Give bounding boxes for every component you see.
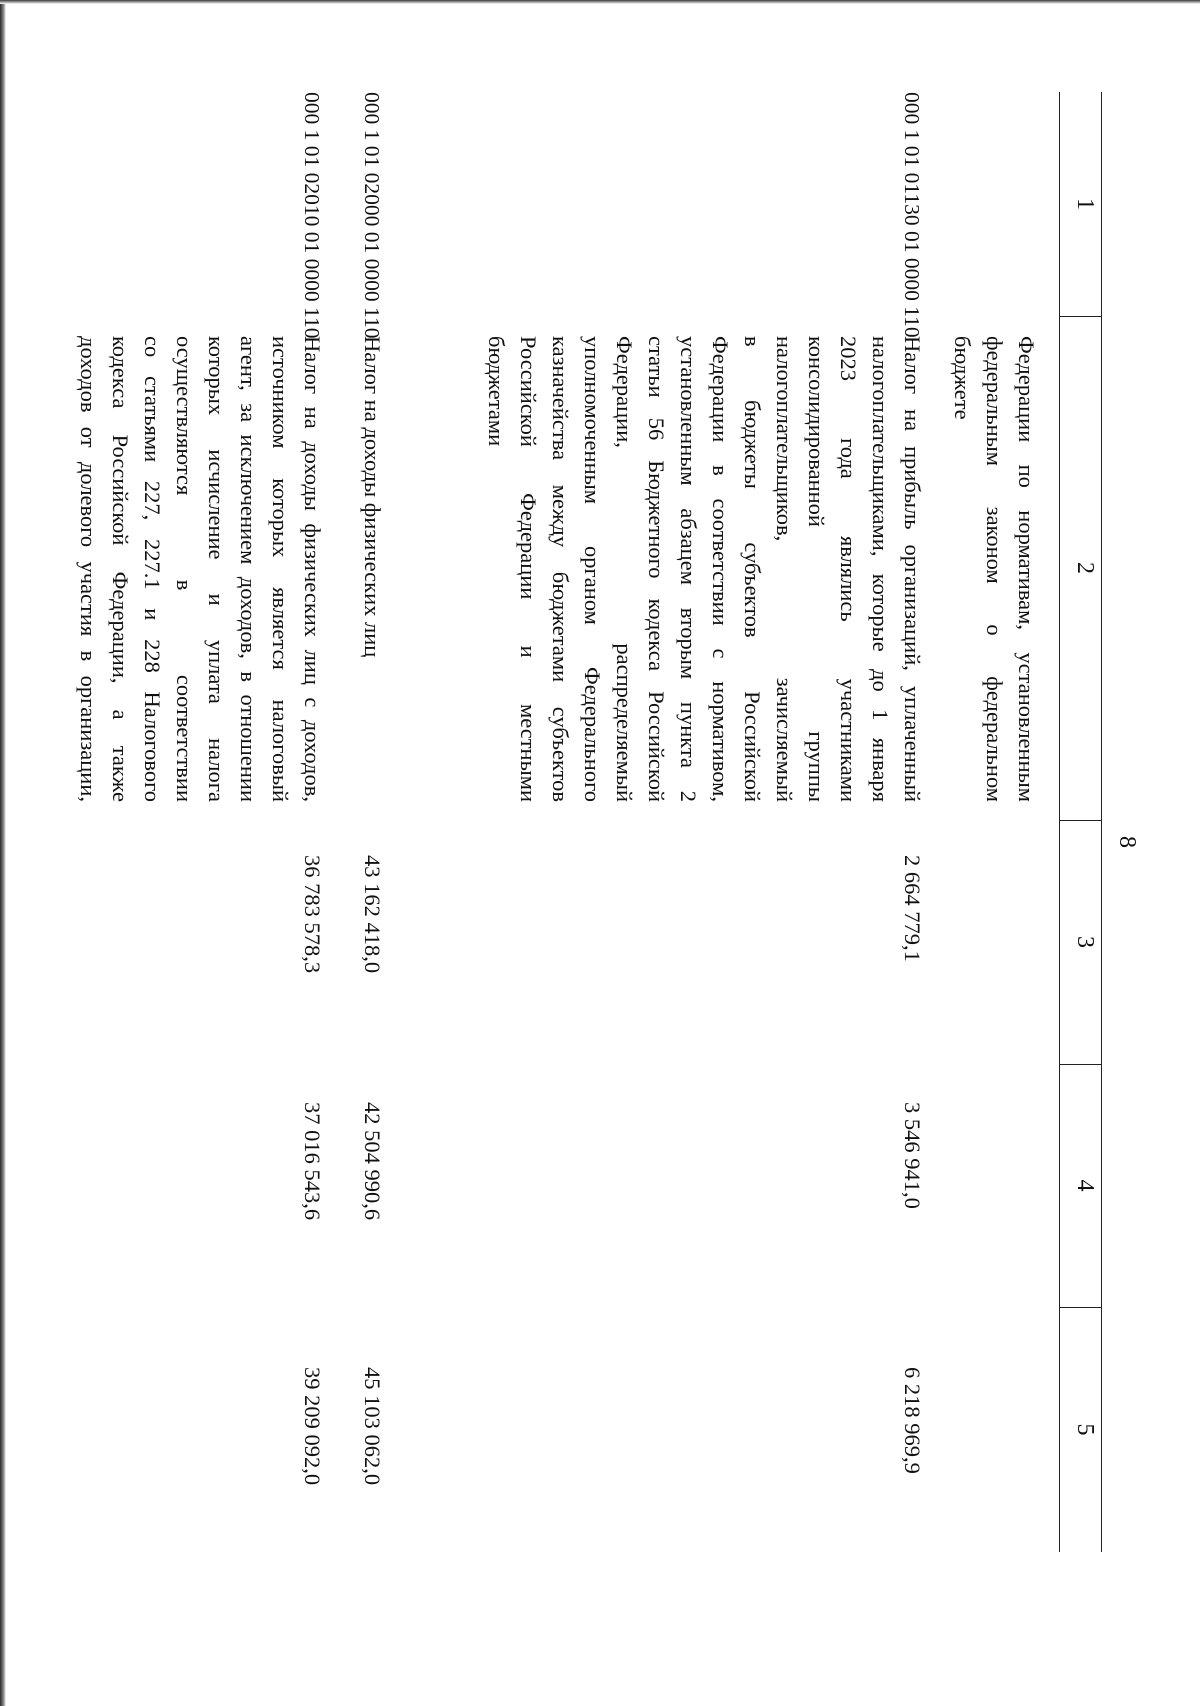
description-line: налогоплательщиками, которые до 1 января: [868, 336, 893, 802]
value-col5: 39 209 092,0: [300, 1367, 325, 1486]
description-line: консолидированной группы: [804, 336, 829, 802]
column-header-1: 1: [1072, 198, 1098, 210]
row-description: [946, 336, 1042, 802]
budget-code: 000 1 01 02000 01 0000 110: [360, 92, 384, 339]
value-col3: 36 783 578,3: [300, 855, 325, 974]
rotated-document-page: [76, 92, 1160, 1592]
row-description: [356, 336, 388, 802]
row-description: [480, 336, 928, 802]
description-line: уполномоченным органом Федерального: [580, 336, 605, 802]
budget-table: [76, 92, 1160, 1592]
description-line: Налог на доходы физических лиц с доходов,: [300, 336, 325, 802]
description-line: статьи 56 Бюджетного кодекса Российской: [644, 336, 669, 802]
description-line: 2023 года являлись участниками: [836, 336, 861, 802]
description-line: федеральным законом о федеральном: [982, 336, 1007, 802]
description-line: Российской Федерации и местными: [516, 336, 541, 802]
description-line: казначейства между бюджетами субъектов: [548, 336, 573, 802]
page-number: 8: [1114, 836, 1140, 848]
budget-code: 000 1 01 02010 01 0000 110: [300, 92, 324, 339]
value-col5: 45 103 062,0: [360, 1367, 385, 1486]
value-col4: 37 016 543,6: [300, 1102, 325, 1221]
description-line: агент, за исключением доходов, в отношении: [236, 336, 261, 802]
description-line: бюджете: [950, 336, 975, 420]
value-col3: 2 664 779,1: [900, 855, 925, 962]
description-line: бюджетами: [484, 336, 509, 447]
table-header-bottom-rule: [1059, 92, 1060, 1552]
description-line: источником которых является налоговый: [268, 336, 293, 802]
table-top-rule: [1101, 92, 1102, 1552]
column-header-5: 5: [1072, 1423, 1098, 1436]
budget-code: 000 1 01 01130 01 0000 110: [900, 92, 924, 338]
description-line: Федерации в соответствии с нормативом,: [708, 336, 733, 802]
description-line: кодекса Российской Федерации, а также: [108, 336, 133, 802]
row-description: [72, 336, 328, 802]
description-line: Налог на доходы физических лиц: [360, 336, 385, 658]
value-col4: 42 504 990,6: [360, 1102, 385, 1221]
scan-edge-left: [0, 0, 6, 1706]
description-line: осуществляются в соответствии: [172, 336, 197, 802]
description-line: Федерации по нормативам, установленным: [1014, 336, 1039, 802]
description-line: Налог на прибыль организаций, уплаченный: [900, 336, 925, 802]
value-col5: 6 218 969,9: [900, 1367, 925, 1474]
description-line: налогоплательщиков, зачисляемый: [772, 336, 797, 802]
value-col3: 43 162 418,0: [360, 855, 385, 974]
description-line: доходов от долевого участия в организации,: [76, 336, 101, 802]
description-line: Федерации, распределяемый: [612, 336, 637, 802]
description-line: которых исчисление и уплата налога: [204, 336, 229, 802]
column-header-4: 4: [1072, 1179, 1098, 1192]
description-line: установленным абзацем вторым пункта 2: [676, 336, 701, 802]
description-line: в бюджеты субъектов Российской: [740, 336, 765, 802]
description-line: со статьями 227, 227.1 и 228 Налогового: [140, 336, 165, 802]
column-header-3: 3: [1072, 936, 1098, 948]
scan-edge-top: [0, 0, 1200, 4]
value-col4: 3 546 941,0: [900, 1102, 925, 1209]
column-header-2: 2: [1072, 562, 1098, 574]
